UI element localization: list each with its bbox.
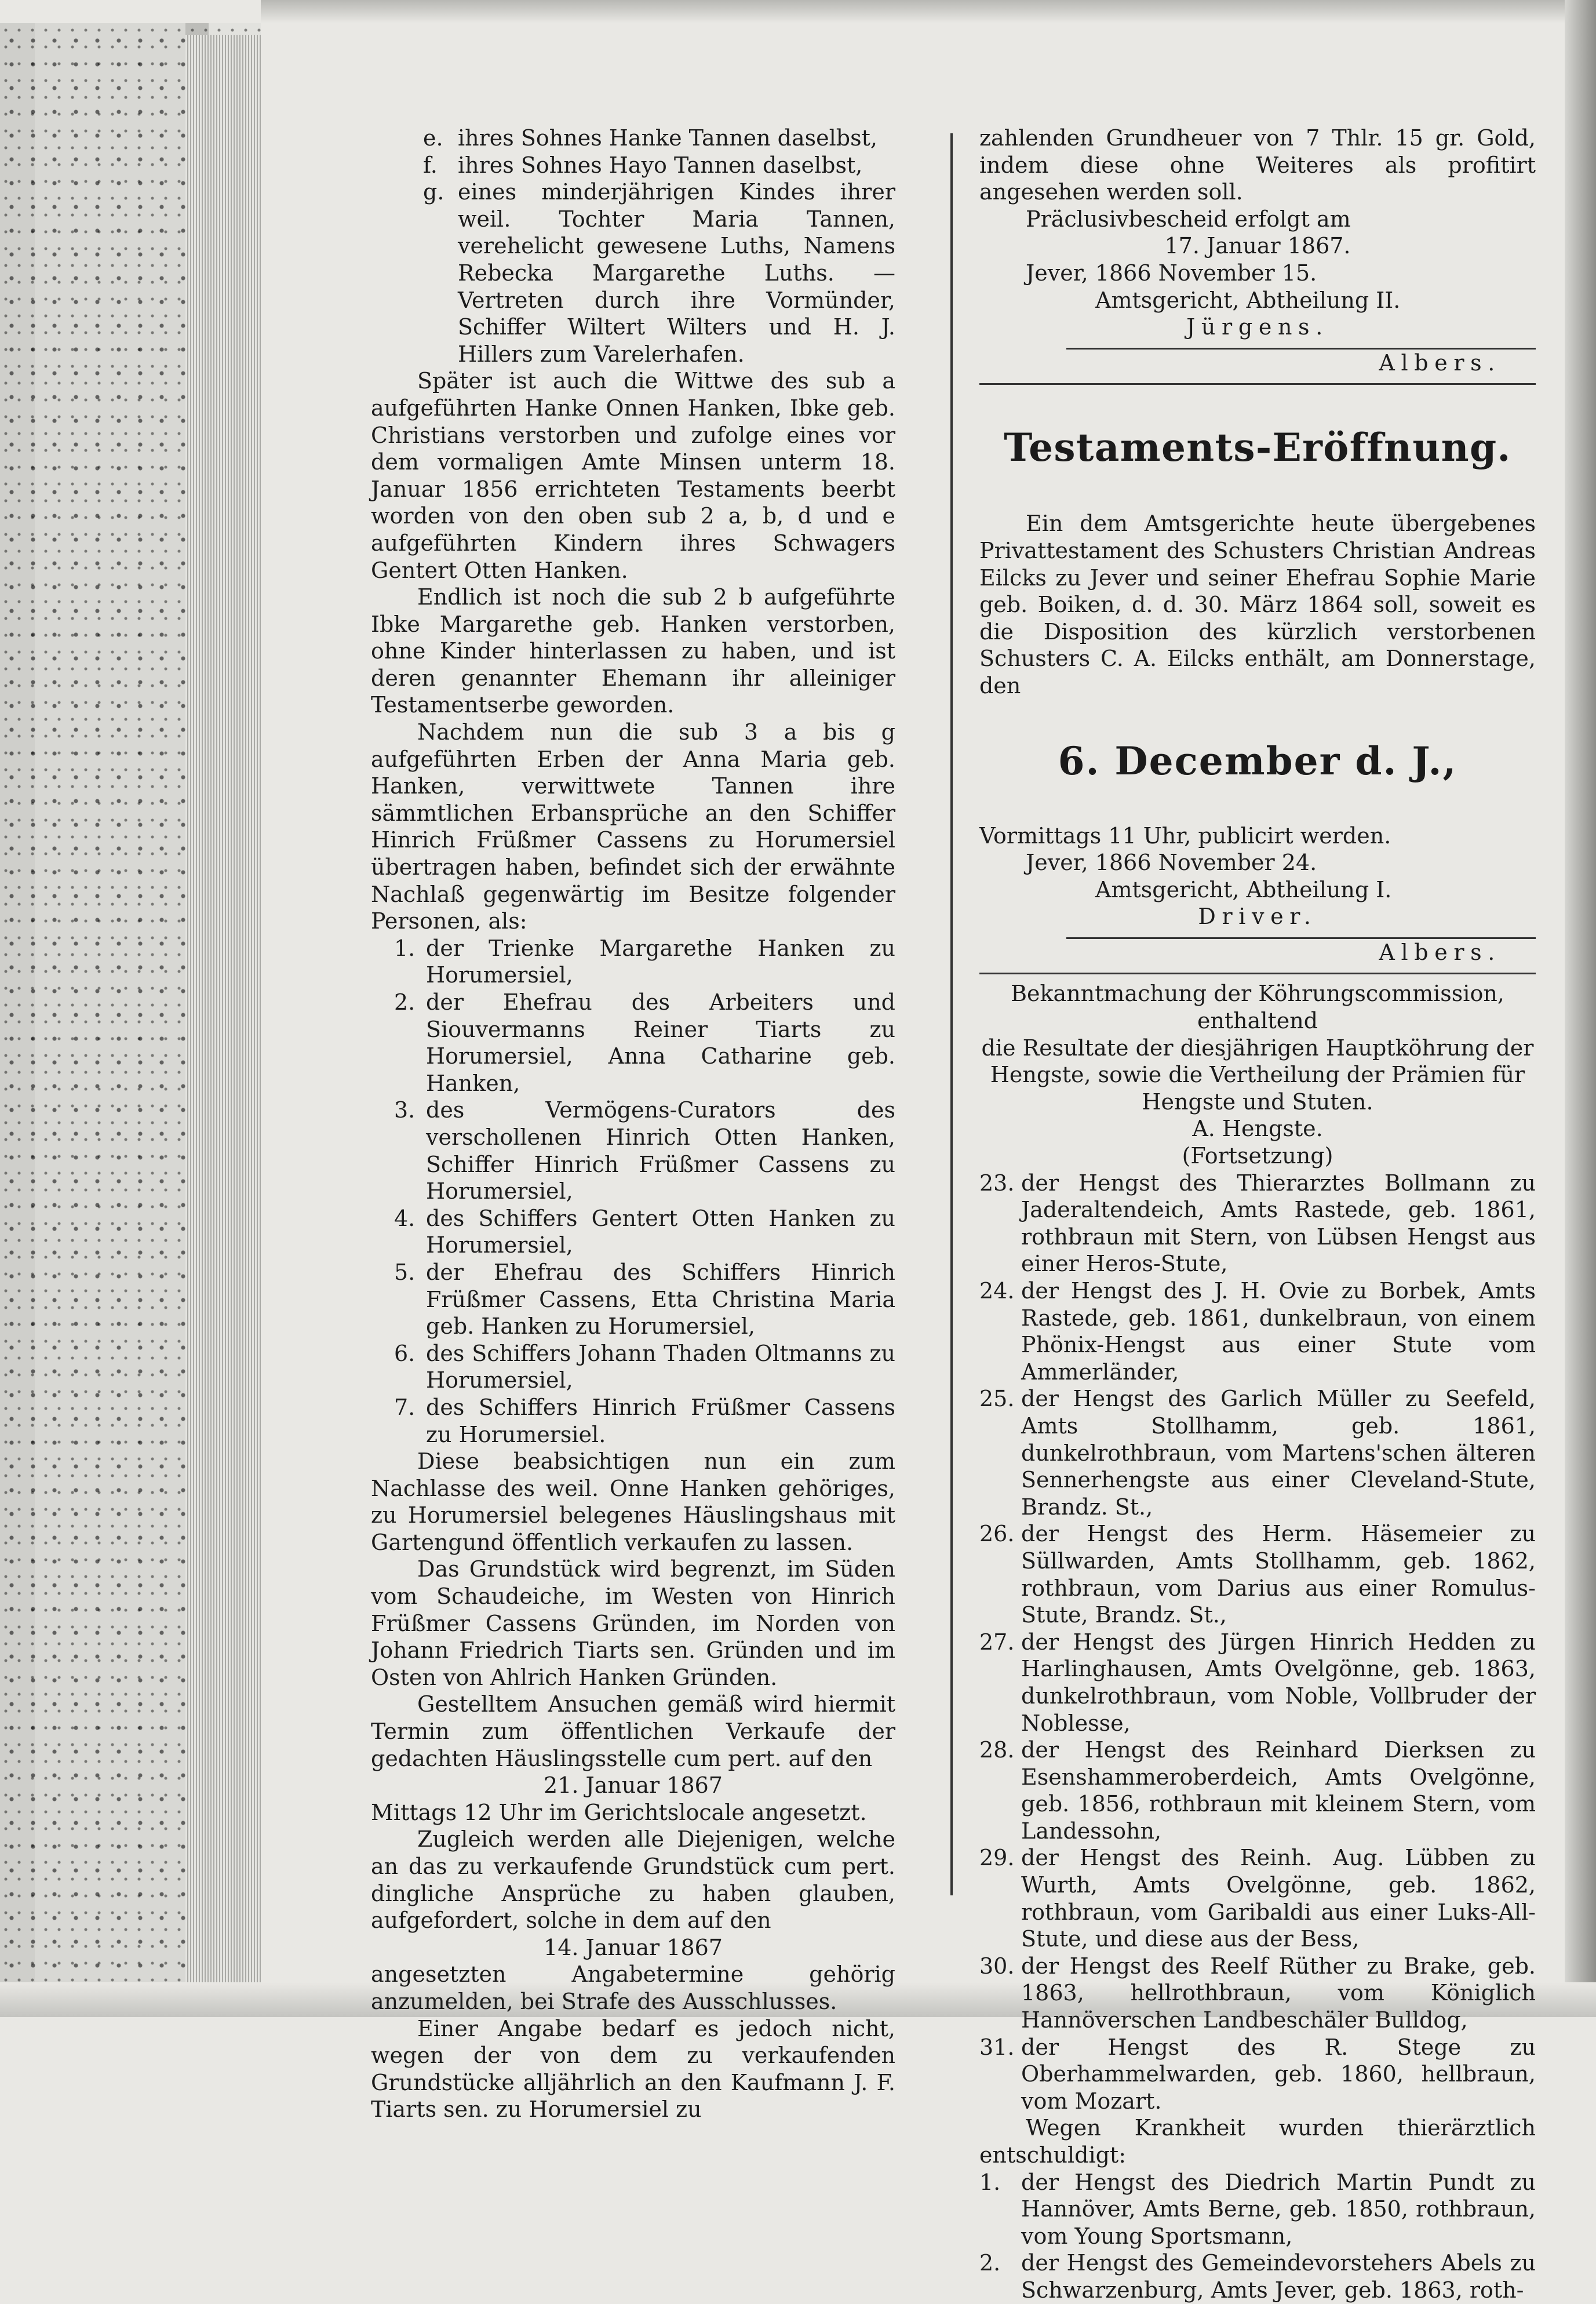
judge-signature: Driver. (1198, 904, 1317, 930)
clerk-signature: Albers. (1379, 939, 1501, 965)
sub-item-f: f. ihres Sohnes Hayo Tannen daselbst, (423, 152, 863, 178)
publication-time: Vormittags 11 Uhr, publicirt werden. (979, 822, 1391, 849)
list-item: 6. des Schiffers Johann Thaden Oltmanns zu Horumersiel, (394, 1340, 895, 1393)
paragraph-widow: Später ist auch die Wittwe des sub a aufgeführten Hanke Onnen Hanken, Ibke geb. Christians verstorben und zufolge eines vor dem vormaligen Amte Minsen unterm 18. Januar 1856 errichteten Testaments beerbt worden von den oben sub 2 a, b, d und e aufgeführten Kindern ihres Schwagers Gentert Otten Hanken. (371, 368, 895, 583)
list-item: 4. des Schiffers Gentert Otten Hanken zu Horumersiel, (394, 1205, 895, 1258)
preclusion-text: Präclusivbescheid erfolgt am (1026, 206, 1351, 232)
paragraph-ibke: Endlich ist noch die sub 2 b aufgeführte Ibke Margarethe geb. Hanken verstorben, ohne Kinder hinterlassen zu haben, und ist deren genannter Ehemann ihr alleiniger Testamentserbe geworden. (371, 584, 895, 718)
section-rule (979, 383, 1536, 385)
list-item: 7. des Schiffers Hinrich Früßmer Cassens zu Horumersiel. (394, 1394, 895, 1447)
excused-intro: Wegen Krankheit wurden thierärztlich entschuldigt: (979, 2115, 1536, 2168)
testament-heading: Testaments-Eröffnung. (1004, 425, 1511, 471)
paragraph-claims: Zugleich werden alle Diejenigen, welche an das zu verkaufende Grundstück cum pert. dingliche Ansprüche zu haben glauben, aufgefordert, solche in dem auf den (371, 1826, 895, 1934)
paragraph-continuation: zahlenden Grundheuer von 7 Thlr. 15 gr. Gold, indem diese ohne Weiteres als profitirt angesehen werden soll. (979, 125, 1536, 205)
paragraph-register: angesetzten Angabetermine gehörig anzumelden, bei Strafe des Ausschlusses. (371, 1961, 895, 2014)
list-item: 27. der Hengst des Jürgen Hinrich Hedden zu Harlinghausen, Amts Ovelgönne, geb. 1863, dunkelrothbraun, vom Noble, Vollbruder der Noblesse, (979, 1629, 1536, 1736)
section-rule (979, 973, 1536, 974)
list-item: 1. der Hengst des Diedrich Martin Pundt zu Hannöver, Amts Berne, geb. 1850, rothbraun, vom Young Sportsmann, (979, 2169, 1536, 2249)
list-item: 5. der Ehefrau des Schiffers Hinrich Früßmer Cassens, Etta Christina Maria geb. Hanken zu Horumersiel, (394, 1259, 895, 1340)
list-item: 28. der Hengst des Reinhard Dierksen zu Esenshammeroberdeich, Amts Ovelgönne, geb. 1856, rothbraun mit kleinem Stern, vom Landessohn, (979, 1737, 1536, 1844)
page-gutter-shadow (1565, 0, 1596, 2017)
book-page-stack (185, 35, 261, 2017)
place-date: Jever, 1866 November 24. (1026, 850, 1317, 876)
paragraph-boundaries: Das Grundstück wird begrenzt, im Süden vom Schaudeiche, im Westen von Hinrich Früßmer Cassens Gründen, im Norden von Johann Friedrich Tiarts sen. Gründen und im Osten von Ahlrich Hanken Gründen. (371, 1556, 895, 1690)
continuation-note: (Fortsetzung) (1182, 1143, 1333, 1169)
announcement-title: Bekanntmachung der Köhrungscommission, (1011, 981, 1504, 1007)
claims-date: 14. Januar 1867 (544, 1934, 723, 1960)
list-item: 2. der Hengst des Gemeindevorstehers Abels zu Schwarzenburg, Amts Jever, geb. 1863, roth- (979, 2250, 1536, 2303)
top-shadow (261, 0, 1565, 23)
clerk-signature: Albers. (1379, 350, 1501, 376)
list-item: 3. des Vermögens-Curators des verschollenen Hinrich Otten Hanken, Schiffer Hinrich Früßmer Cassens zu Horumersiel, (394, 1097, 895, 1204)
judge-signature: Jürgens. (1186, 314, 1329, 340)
sub-item-g: g. eines minderjährigen Kindes ihrer weil. Tochter Maria Tannen, verehelicht gewesene Luths, Namens Rebecka Margarethe Luths. — Vertreten durch ihre Vormünder, Schiffer Wiltert Wilters und H. J. Hillers zum Varelerhafen. (423, 179, 895, 367)
column-divider (950, 133, 953, 1895)
paragraph-term: Gestelltem Ansuchen gemäß wird hiermit Termin zum öffentlichen Verkaufe der gedachten Häuslingsstelle cum pert. auf den (371, 1691, 895, 1771)
list-item: 2. der Ehefrau des Arbeiters und Siouvermanns Reiner Tiarts zu Horumersiel, Anna Catharine geb. Hanken, (394, 989, 895, 1096)
list-item: 30. der Hengst des Reelf Rüther zu Brake, geb. 1863, hellrothbraun, vom Königlich Hannöverschen Landbeschäler Bulldog, (979, 1953, 1536, 2033)
list-item: 29. der Hengst des Reinh. Aug. Lübben zu Wurth, Amts Ovelgönne, geb. 1862, rothbraun, vom Garibaldi aus einer Luks-All-Stute, und diese aus der Bess, (979, 1845, 1536, 1952)
sale-date: 21. Januar 1867 (544, 1772, 723, 1799)
testament-text: Ein dem Amtsgerichte heute übergebenes Privattestament des Schusters Christian Andreas Eilcks zu Jever und seiner Ehefrau Sophie Marie geb. Boiken, d. d. 30. März 1864 soll, soweit es die Disposition des kürzlich verstorbenen Schusters C. A. Eilcks enthält, am Donnerstage, den (979, 511, 1536, 698)
right-column (979, 125, 1536, 2304)
sale-time: Mittags 12 Uhr im Gerichtslocale angesetzt. (371, 1799, 867, 1825)
sub-item-e: e. ihres Sohnes Hanke Tannen daselbst, (423, 125, 877, 151)
list-item: 25. der Hengst des Garlich Müller zu Seefeld, Amts Stollhamm, geb. 1861, dunkelrothbraun, vom Martens'schen älteren Sennerhengste aus einer Cleveland-Stute, Brandz. St., (979, 1386, 1536, 1520)
court-name: Amtsgericht, Abtheilung II. (1095, 287, 1401, 313)
court-name: Amtsgericht, Abtheilung I. (1095, 876, 1392, 902)
list-item: 1. der Trienke Margarethe Hanken zu Horumersiel, (394, 935, 895, 988)
preclusion-date: 17. Januar 1867. (1164, 233, 1351, 259)
list-item: 23. der Hengst des Thierarztes Bollmann zu Jaderaltendeich, Amts Rastede, geb. 1861, rothbraun mit Stern, von Lübsen Hengst aus einer Heros-Stute, (979, 1170, 1536, 1277)
announcement-description: die Resultate der diesjährigen Hauptköhrung der Hengste, sowie die Vertheilung der Prämien für Hengste und Stuten. (981, 1035, 1534, 1115)
announcement-subtitle: enthaltend (1197, 1008, 1318, 1034)
list-item: 24. der Hengst des J. H. Ovie zu Borbek, Amts Rastede, geb. 1861, dunkelbraun, von einem Phönix-Hengst aus einer Stute vom Ammerländer, (979, 1278, 1536, 1385)
section-heading: A. Hengste. (1192, 1116, 1323, 1142)
paragraph-ground-rent: Einer Angabe bedarf es jedoch nicht, wegen der von dem zu verkaufenden Grundstücke alljährlich an den Kaufmann J. F. Tiarts sen. zu Horumersiel zu (371, 2015, 895, 2123)
publication-date: 6. December d. J., (1058, 738, 1457, 784)
left-column (371, 125, 895, 2123)
place-date: Jever, 1866 November 15. (1026, 260, 1317, 286)
paragraph-intent: Diese beabsichtigen nun ein zum Nachlasse des weil. Onne Hanken gehöriges, zu Horumersiel belegenes Häuslingshaus mit Gartengund öffentlich verkaufen zu lassen. (371, 1448, 895, 1555)
list-item: 31. der Hengst des R. Stege zu Oberhammelwarden, geb. 1860, hellbraun, vom Mozart. (979, 2034, 1536, 2114)
list-item: 26. der Hengst des Herm. Häsemeier zu Süllwarden, Amts Stollhamm, geb. 1862, rothbraun, vom Darius aus einer Romulus-Stute, Brandz. St., (979, 1521, 1536, 1628)
paragraph-heirs: Nachdem nun die sub 3 a bis g aufgeführten Erben der Anna Maria geb. Hanken, verwittwete Tannen ihre sämmtlichen Erbansprüche an den Schiffer Hinrich Früßmer Cassens zu Horumersiel übertragen haben, befindet sich der erwähnte Nachlaß gegenwärtig im Besitze folgender Personen, als: (371, 719, 895, 934)
